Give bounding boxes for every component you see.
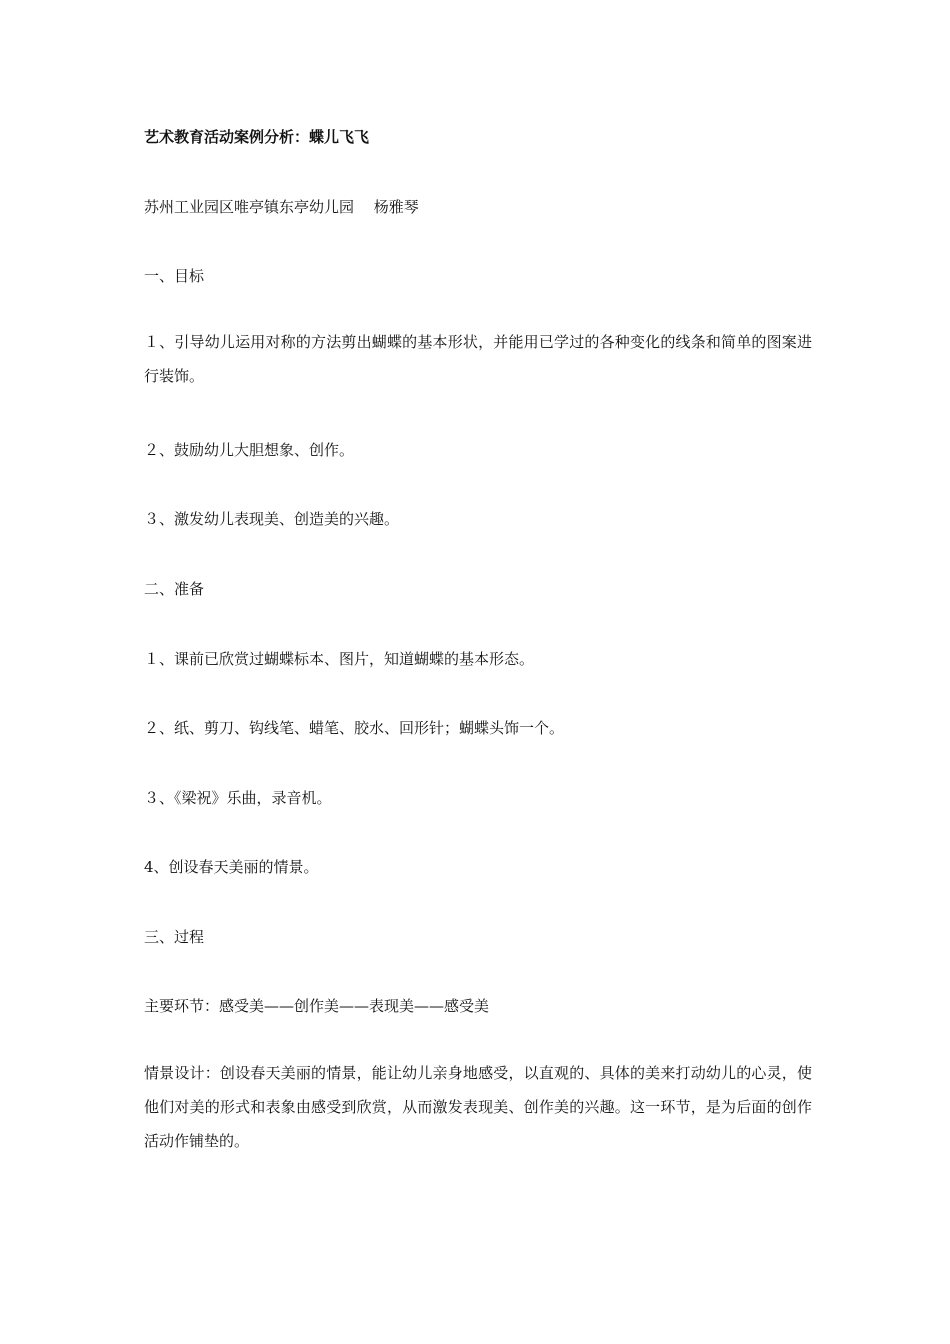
prep-item-2: ２、纸、剪刀、钩线笔、蜡笔、胶水、回形针；蝴蝶头饰一个。 <box>144 719 565 737</box>
main-steps-line: 主要环节：感受美——创作美——表现美——感受美 <box>144 997 490 1015</box>
goal-item-3: ３、激发幼儿表现美、创造美的兴趣。 <box>144 510 400 528</box>
section-heading-preparation: 二、准备 <box>144 580 205 598</box>
document-title: 艺术教育活动案例分析：蝶儿飞飞 <box>144 128 370 146</box>
goal-item-2: ２、鼓励幼儿大胆想象、创作。 <box>144 441 355 459</box>
section-heading-process: 三、过程 <box>144 928 205 946</box>
prep-item-3: ３、《梁祝》乐曲，录音机。 <box>144 789 332 807</box>
prep-item-4: 4、创设春天美丽的情景。 <box>144 858 319 876</box>
scene-design-paragraph: 情景设计：创设春天美丽的情景，能让幼儿亲身地感受，以直观的、具体的美来打动幼儿的心灵，使他们对美的形式和表象由感受到欣赏，从而激发表现美、创作美的兴趣。这一环节，是为后面的创作活动作铺垫的。 <box>144 1064 812 1150</box>
prep-item-1: １、课前已欣赏过蝴蝶标本、图片，知道蝴蝶的基本形态。 <box>144 650 535 668</box>
author-line: 苏州工业园区唯亭镇东亭幼儿园 杨雅琴 <box>144 198 419 216</box>
section-heading-goals: 一、目标 <box>144 267 205 285</box>
goal-item-1: １、引导幼儿运用对称的方法剪出蝴蝶的基本形状，并能用已学过的各种变化的线条和简单的图案进行装饰。 <box>144 333 812 385</box>
